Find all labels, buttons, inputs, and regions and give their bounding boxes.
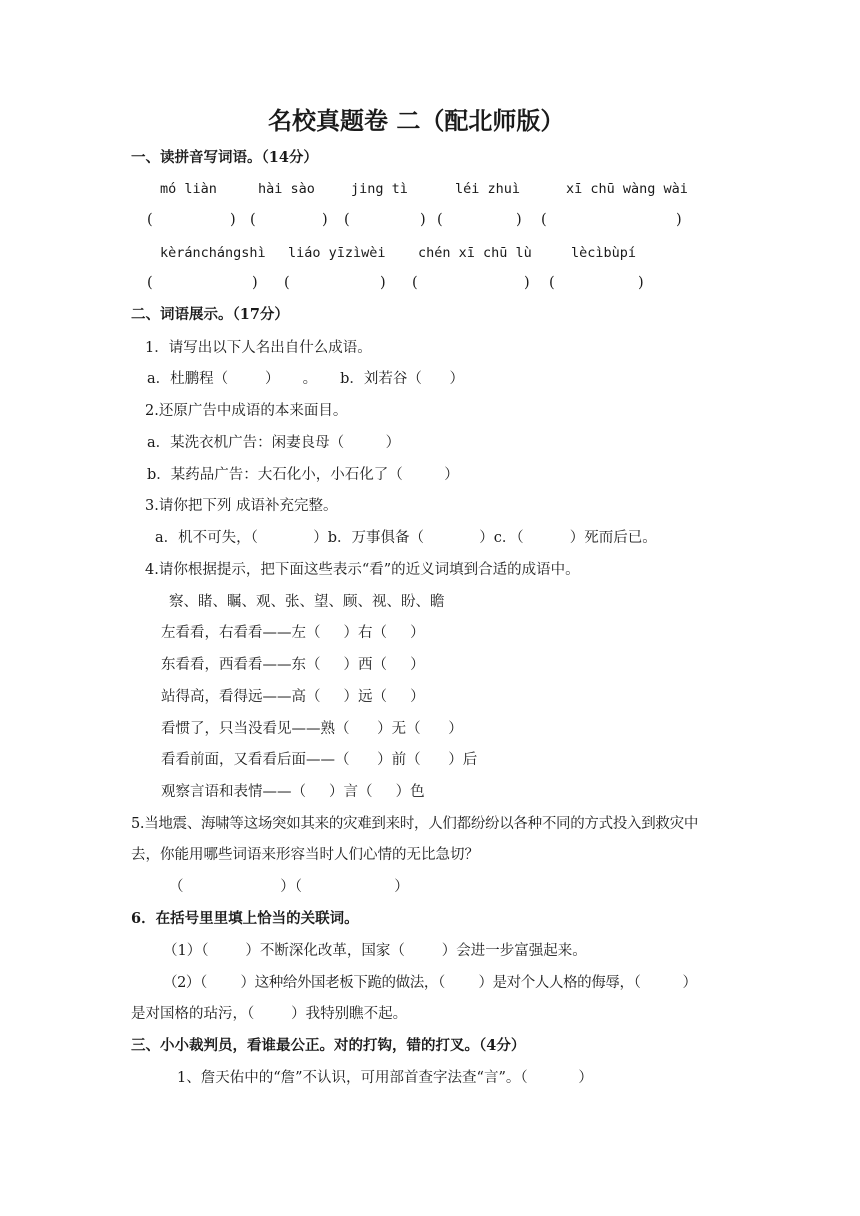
answer-blanks: （ ）（ ） bbox=[169, 879, 409, 895]
pinyin-3: jing tì bbox=[351, 181, 408, 197]
answer-bracket: ( bbox=[412, 275, 418, 291]
answer-bracket: ) bbox=[322, 212, 328, 228]
question-text: a．机不可失，（ ）b．万事俱备（ ）c．（ ）死而后已。 bbox=[155, 530, 657, 546]
answer-bracket: ( bbox=[437, 212, 443, 228]
answer-bracket: ( bbox=[147, 275, 153, 291]
answer-bracket: ) bbox=[252, 275, 258, 291]
pinyin-1: mó liàn bbox=[160, 181, 217, 197]
question-text: a．某洗衣机广告：闲妻良母（ ） bbox=[147, 435, 401, 451]
idiom-line: 看惯了，只当没看见——熟（ ）无（ ） bbox=[161, 721, 463, 737]
section-2-heading: 二、词语展示。（17分） bbox=[131, 306, 289, 323]
question-text: 2.还原广告中成语的本来面目。 bbox=[145, 403, 348, 419]
word-bank: 察、睹、瞩、观、张、望、顾、视、盼、瞻 bbox=[169, 594, 445, 610]
question-text: 3.请你把下列 成语补充完整。 bbox=[145, 498, 338, 514]
answer-bracket: ( bbox=[250, 212, 256, 228]
answer-bracket: ( bbox=[344, 212, 350, 228]
question-text: 1．请写出以下人名出自什么成语。 bbox=[145, 340, 372, 356]
pinyin-5: xī chū wàng wài bbox=[566, 181, 688, 197]
pinyin-6: kèránchángshì bbox=[160, 245, 266, 261]
answer-bracket: ( bbox=[147, 212, 153, 228]
question-text: （1）（ ）不断深化改革，国家（ ）会进一步富强起来。 bbox=[163, 943, 587, 959]
question-text: 1、詹天佑中的“詹”不认识，可用部首查字法查“言”。（ ） bbox=[177, 1070, 593, 1086]
answer-bracket: ( bbox=[549, 275, 555, 291]
idiom-line: 站得高，看得远——高（ ）远（ ） bbox=[161, 689, 425, 705]
answer-bracket: ( bbox=[541, 212, 547, 228]
idiom-line: 东看看，西看看——东（ ）西（ ） bbox=[161, 657, 425, 673]
section-3-heading: 三、小小裁判员，看谁最公正。对的打钩，错的打叉。（4分） bbox=[131, 1037, 526, 1054]
answer-bracket: ) bbox=[230, 212, 236, 228]
question-text: a．杜鹏程（ ） 。 b．刘若谷（ ） bbox=[147, 371, 465, 387]
page-title: 名校真题卷 二（配北师版） bbox=[268, 106, 565, 135]
pinyin-8: chén xī chū lù bbox=[418, 245, 532, 261]
question-text: 4.请你根据提示，把下面这些表示“看”的近义词填到合适的成语中。 bbox=[145, 562, 580, 578]
idiom-line: 左看看，右看看——左（ ）右（ ） bbox=[161, 625, 425, 641]
question-text: b．某药品广告：大石化小，小石化了（ ） bbox=[147, 467, 459, 483]
answer-bracket: ) bbox=[516, 212, 522, 228]
answer-bracket: ) bbox=[638, 275, 644, 291]
answer-bracket: ( bbox=[284, 275, 290, 291]
answer-bracket: ) bbox=[524, 275, 530, 291]
question-text: 去，你能用哪些词语来形容当时人们心情的无比急切？ bbox=[131, 847, 479, 863]
pinyin-4: léi zhuì bbox=[455, 181, 521, 197]
pinyin-9: lècìbùpí bbox=[571, 245, 637, 261]
pinyin-2: hài sào bbox=[258, 181, 315, 197]
section-1-heading: 一、读拼音写词语。（14分） bbox=[131, 149, 318, 166]
answer-bracket: ) bbox=[380, 275, 386, 291]
answer-bracket: ) bbox=[676, 212, 682, 228]
answer-bracket: ) bbox=[420, 212, 426, 228]
idiom-line: 观察言语和表情——（ ）言（ ）色 bbox=[161, 784, 425, 800]
section-6-heading: 6．在括号里里填上恰当的关联词。 bbox=[131, 910, 359, 927]
question-text: 是对国格的玷污，（ ）我特别瞧不起。 bbox=[131, 1006, 408, 1022]
question-text: 5.当地震、海啸等这场突如其来的灾难到来时，人们都纷纷以各种不同的方式投入到救灾中 bbox=[131, 816, 699, 832]
idiom-line: 看看前面，又看看后面——（ ）前（ ）后 bbox=[161, 752, 478, 768]
question-text: （2）（ ）这种给外国老板下跪的做法，（ ）是对个人人格的侮辱，（ ） bbox=[163, 975, 697, 991]
pinyin-7: liáo yīzìwèi bbox=[288, 245, 386, 261]
